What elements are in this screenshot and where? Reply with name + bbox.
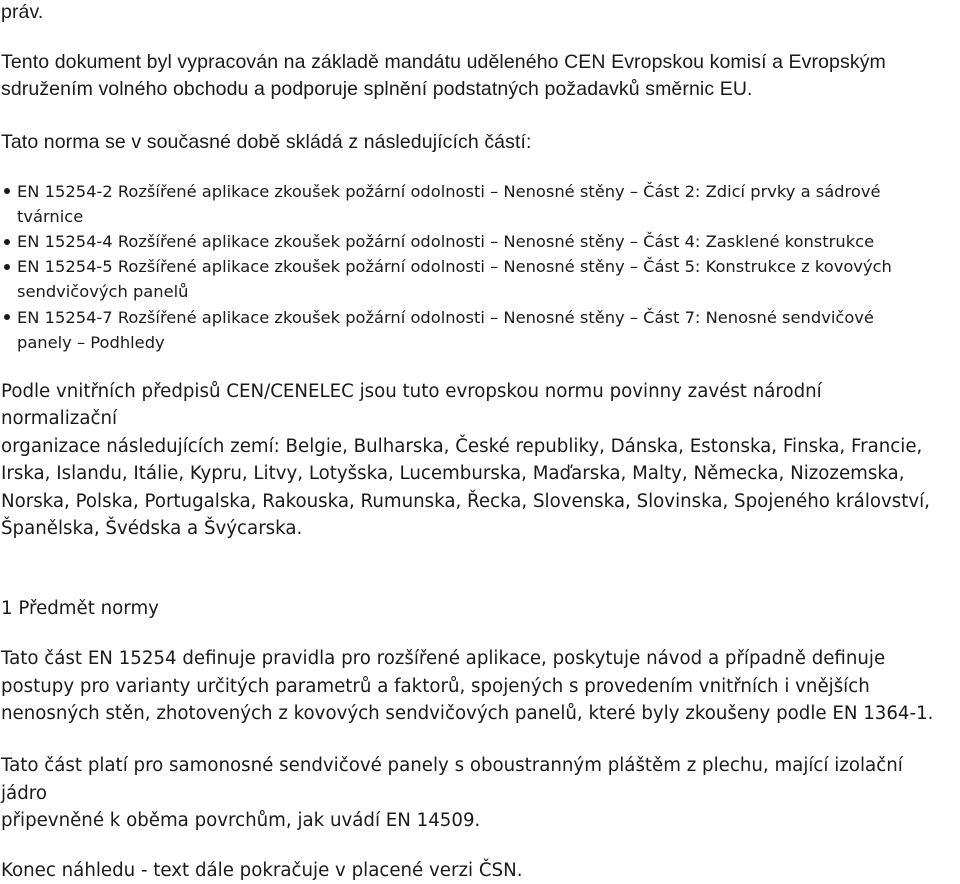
preview-end-notice: Konec náhledu - text dále pokračuje v placené verzi ČSN. xyxy=(1,860,523,881)
text-line: Španělska, Švédska a Švýcarska. xyxy=(1,518,303,539)
list-item-line: EN 15254-5 Rozšířené aplikace zkoušek požární odolnosti – Nenosné stěny – Část 5: Konstrukce z kovových xyxy=(17,257,892,276)
text-line: Tato část EN 15254 definuje pravidla pro rozšířené aplikace, poskytuje návod a případně definuje xyxy=(1,648,886,669)
text-line-mandate-2: sdružením volného obchodu a podporuje splnění podstatných požadavků směrnic EU. xyxy=(1,78,753,100)
list-item-line: sendvičových panelů xyxy=(17,282,189,301)
section-heading: 1 Předmět normy xyxy=(1,598,159,619)
bullet-icon xyxy=(4,188,10,194)
text-line: Irska, Islandu, Itálie, Kypru, Litvy, Lotyšska, Lucemburska, Maďarska, Malty, Německa, Nizozemska, xyxy=(1,463,905,484)
text-line: Norska, Polska, Portugalska, Rakouska, Rumunska, Řecka, Slovenska, Slovinska, Spojeného království, xyxy=(1,491,930,512)
text-line-top-fragment: práv. xyxy=(1,1,44,23)
text-line: Tato část platí pro samonosné sendvičové panely s oboustranným pláštěm z plechu, mající izolační xyxy=(1,755,903,776)
list-item-line: EN 15254-4 Rozšířené aplikace zkoušek požární odolnosti – Nenosné stěny – Část 4: Zasklené konstrukce xyxy=(17,232,875,251)
text-line: připevněné k oběma povrchům, jak uvádí EN 14509. xyxy=(1,810,481,831)
text-line: organizace následujících zemí: Belgie, Bulharska, České republiky, Dánska, Estonska, Finska, Francie, xyxy=(1,436,923,457)
list-item-line: tvárnice xyxy=(17,207,84,226)
text-line-parts-intro: Tato norma se v současné době skládá z následujících částí: xyxy=(1,131,532,153)
text-line-mandate-1: Tento dokument byl vypracován na základě mandátu uděleného CEN Evropskou komisí a Evropským xyxy=(1,51,886,73)
bullet-icon xyxy=(4,239,10,245)
text-line: nenosných stěn, zhotovených z kovových sendvičových panelů, které byly zkoušeny podle EN 1364-1. xyxy=(1,703,934,724)
bullet-icon xyxy=(4,314,10,320)
text-line: normalizační xyxy=(1,408,118,429)
text-line: jádro xyxy=(1,783,47,804)
list-item-line: EN 15254-7 Rozšířené aplikace zkoušek požární odolnosti – Nenosné stěny – Část 7: Nenosné sendvičové xyxy=(17,308,874,327)
bullet-icon xyxy=(4,264,10,270)
text-line: Podle vnitřních předpisů CEN/CENELEC jsou tuto evropskou normu povinny zavést národní xyxy=(1,381,822,402)
list-item-line: panely – Podhledy xyxy=(17,333,165,352)
list-item-line: EN 15254-2 Rozšířené aplikace zkoušek požární odolnosti – Nenosné stěny – Část 2: Zdicí prvky a sádrové xyxy=(17,182,881,201)
text-line: postupy pro varianty určitých parametrů a faktorů, spojených s provedením vnitřních i vnějších xyxy=(1,676,870,697)
